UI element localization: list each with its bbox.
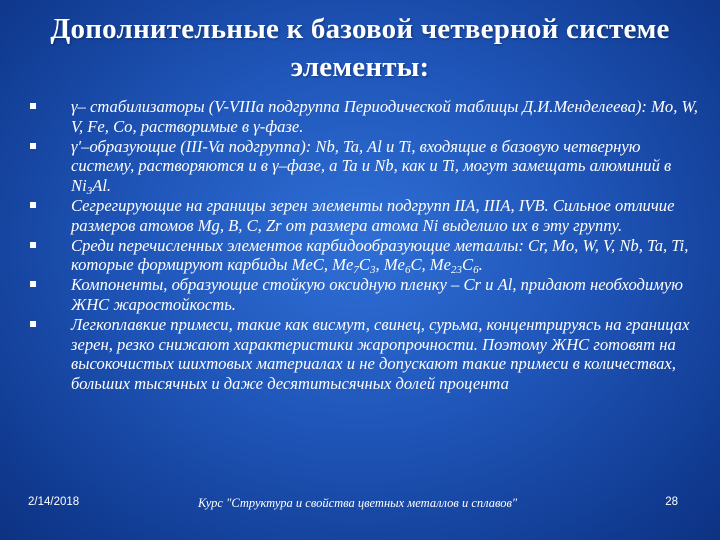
slide-title-line-2: элементы: [290, 51, 430, 83]
subscript-text: 6 [404, 264, 411, 277]
item-text: C [462, 255, 474, 275]
bullet-item [30, 315, 698, 394]
square-bullet-icon [30, 143, 36, 149]
item-text: , Me [375, 255, 405, 275]
bullet-item [30, 236, 698, 276]
bullet-item [30, 97, 698, 137]
footer-course-name: Курс "Структура и свойства цветных металлов и сплавов" [198, 496, 518, 510]
square-bullet-icon [30, 321, 36, 327]
item-text: Среди перечисленных элементов карбидообразующие металлы: Cr, Mo, W, V, Nb, Ta, Ti, которые формируют карбиды MeC, Me [71, 235, 689, 275]
square-bullet-icon [30, 103, 36, 109]
item-text: Al. [92, 176, 112, 196]
subscript-text: 3 [86, 185, 93, 198]
subscript-text: 7 [353, 264, 359, 277]
item-text: Легкоплавкие примеси, такие как висмут, свинец, сурьма, концентрируясь на границах зерен, резко снижают характеристики жаропрочности. Поэтому ЖНС готовят на высокочистых шихтовых материалах и не допускают такие примеси в количествах, больших тысячных и даже десятитысячных долей процента [71, 314, 690, 394]
item-text: C [358, 255, 370, 275]
subscript-text: 6 [473, 264, 479, 277]
slide-title-line-1: Дополнительные к базовой четверной системе [50, 13, 670, 45]
square-bullet-icon [30, 281, 36, 287]
footer-date: 2/14/2018 [28, 496, 80, 508]
item-text: Сегрегирующие на границы зерен элементы подгрупп IIA, IIIA, IVB. Сильное отличие размеров атомов Mg, B, C, Zr от размера атома Ni выделило их в эту группу. [71, 195, 675, 235]
item-text: C, Me [410, 255, 451, 275]
bullet-item [30, 275, 698, 315]
item-text: γ– стабилизаторы (V-VIIIa подгруппа Периодической таблицы Д.И.Менделеева): Mo, W, V, Fe, Co, растворимые в γ-фазе. [71, 97, 698, 136]
item-text: . [478, 255, 483, 275]
square-bullet-icon [30, 202, 36, 208]
footer-page-number: 28 [665, 496, 678, 508]
bullet-item [30, 196, 698, 236]
item-text: Компоненты, образующие стойкую оксидную пленку – Cr и Al, придают необходимую ЖНС жаростойкость. [71, 275, 683, 314]
slide-footer [0, 496, 720, 516]
slide-title [10, 10, 710, 86]
item-text: γ′–образующие (III-Va подгруппа): Nb, Ta, Al и Ti, входящие в базовую четверную систему, растворяются и в γ–фазе, а Ta и Nb, как и Ti, могут замещать алюминий в Ni [71, 136, 672, 196]
subscript-text: 23 [451, 264, 462, 277]
subscript-text: 3 [369, 264, 376, 277]
bullet-item [30, 137, 698, 196]
square-bullet-icon [30, 242, 36, 248]
bullet-list [30, 97, 698, 394]
